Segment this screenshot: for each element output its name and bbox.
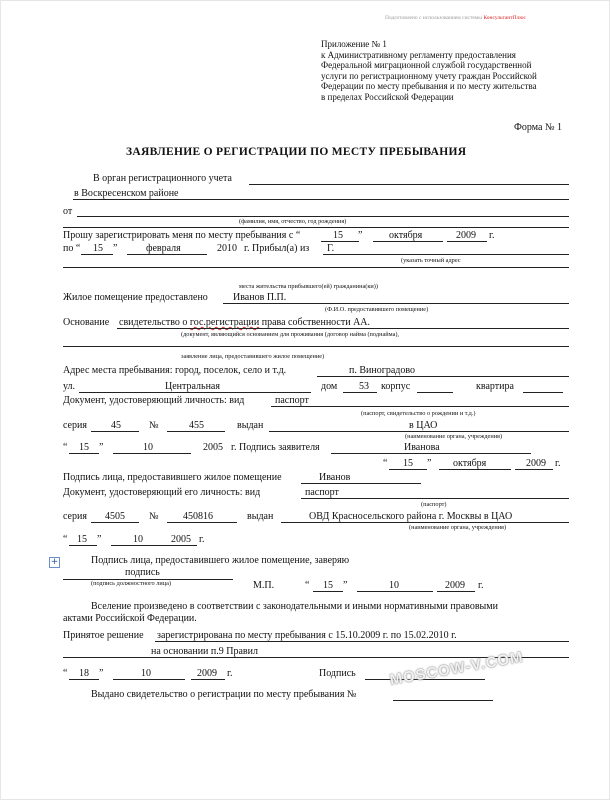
- sign-month: октября: [453, 458, 487, 469]
- doc1-month: 10: [143, 442, 153, 453]
- table-move-handle-icon[interactable]: +: [50, 557, 59, 567]
- request-from-year: 2009: [456, 230, 476, 241]
- sign-day: 15: [403, 458, 413, 469]
- organ-value: в Воскресенском районе: [74, 188, 179, 199]
- doc1-issued: в ЦАО: [409, 420, 438, 431]
- basis-label: Основание: [63, 317, 110, 328]
- provider-signature: Иванов: [319, 472, 351, 483]
- issued-certificate-label: Выдано свидетельство о регистрации по месту пребывания №: [91, 689, 357, 700]
- from-line-2: [63, 227, 569, 228]
- certify-month: 10: [389, 580, 399, 591]
- from-label: от: [63, 206, 73, 217]
- doc2-month: 10: [133, 534, 143, 545]
- request-from-day: 15: [333, 230, 343, 241]
- doc2-issued-hint: (наименование органа, учреждения): [409, 524, 507, 531]
- doc1-hint: (паспорт, свидетельство о рождении и т.д.): [361, 410, 476, 417]
- doc1-number: 455: [189, 420, 204, 431]
- doc1-label: Документ, удостоверяющий личность: вид: [63, 395, 245, 406]
- certify-hint: (подпись должностного лица): [91, 580, 172, 587]
- doc2-series: 4505: [105, 511, 125, 522]
- address-street: Центральная: [165, 381, 220, 392]
- header-system-note: Подготовлено с использованием системы КонсультантПлюс: [385, 15, 526, 21]
- request-city: Г.: [327, 243, 335, 254]
- decision-value: зарегистрирована по месту пребывания с 15.10.2009 г. по 15.02.2010 г.: [157, 630, 457, 641]
- form-number: Форма № 1: [514, 122, 562, 133]
- provider-sign-label: Подпись лица, предоставившего жилое помещение: [63, 472, 282, 483]
- watermark: MOSCOW-V.COM: [388, 648, 525, 689]
- certify-text: Подпись лица, предоставившего жилое помещение, заверяю: [91, 555, 350, 566]
- doc2-day: 15: [77, 534, 87, 545]
- request-hint: (указать точный адрес: [401, 257, 461, 264]
- decision-year: 2009: [197, 668, 217, 679]
- document-page: Подготовлено с использованием системы КонсультантПлюс Приложение № 1 к Административному регламенту предоставления Федеральной миграционной службой государственной услуги по регистрационному учету граждан Российской Федерации по месту пребывания и по месту жительства в пределах Российской Федерации Форма № 1 ЗАЯВЛЕНИЕ О РЕГИСТРАЦИИ ПО МЕСТУ ПРЕБЫВАНИЯ В орган регистрационного учета в Воскресенском районе от (фамилия, имя, отчество, год рождения) Прошу зарегистрировать меня по месту пребывания с “ 15 ” октября 2009 г. по “ 15 ” февраля 2010 г. Прибыл(а) из Г. (указать точный адрес места жительства прибывшего(ей) гражданина(ки)) Жилое помещение предоставлено Иванов П.П. (Ф.И.О. предоставившего помещение) Основание свидетельство о гос.регистрации права собственности АА. (документ, являющийся основанием для проживания (договор найма (поднайма), заявление лица, предоставившего жилое помещение) Адрес места пребывания: город, поселок, село и т.д. п. Виноградово ул. Центральная дом 53 корпус квартира Документ, удостоверяющий личность: вид паспорт (паспорт, свидетельство о рождении и т.д.) серия 45 № 455 выдан в ЦАО (наименование органа, учреждения) “ 15 ” 10 2005 г. Подпись заявителя Иванова “ 15 ” октября 2009 г. Подпись лица, предоставившего жилое помещение Иванов Документ, удостоверяющий его личность: вид паспорт (паспорт) серия 4505 № 450816 выдан ОВД Красносельского района г. Москвы в ЦАО (наименование органа, учреждения) “ 15 ” 10 2005 г. + Подпись лица, предоставившего жилое помещение, заверяю подпись (подпись должностного лица) М.П. “ 15 ” 10 2009 г. Вселение произведено в соответствии с законодательными и иными нормативными правовыми актами Российской Федерации. Принятое решение зарегистрирована по месту пребывания с 15.10.2009 г. по 15.02.2010 г. на основании п.9 Правил “ 18 ” 10 2009 г. Подпись Выдано свидетельство о регистрации по месту пребывания № MOSCOW-V.COM: [0, 0, 610, 800]
- stamp-mark: М.П.: [253, 580, 275, 591]
- housing-label: Жилое помещение предоставлено: [63, 292, 208, 303]
- request-from-month: октября: [389, 230, 423, 241]
- applicant-signature: Иванова: [404, 442, 440, 453]
- doc2-label: Документ, удостоверяющий его личность: вид: [63, 487, 261, 498]
- housing-hint: (Ф.И.О. предоставившего помещение): [325, 306, 429, 313]
- organ-value-line: [73, 199, 569, 200]
- basis-hint-2: заявление лица, предоставившего жилое помещение): [181, 353, 325, 360]
- certify-sign-label: подпись: [125, 567, 160, 578]
- address-city: п. Виноградово: [349, 365, 416, 376]
- residence-hint: места жительства прибывшего(ей) гражданина(ки)): [239, 283, 378, 290]
- doc1-series: 45: [111, 420, 121, 431]
- doc2-year: 2005: [171, 534, 191, 545]
- organ-line: [249, 184, 569, 185]
- doc1-year: 2005: [203, 442, 223, 453]
- decision-month: 10: [141, 668, 151, 679]
- doc2-hint: (паспорт): [421, 501, 447, 508]
- certify-year: 2009: [445, 580, 465, 591]
- appendix-block: Приложение № 1 к Административному регламенту предоставления Федеральной миграционной службой государственной услуги по регистрационному учету граждан Российской Федерации по месту пребывания и по месту жительства в пределах Российской Федерации: [321, 39, 537, 102]
- sign-year: 2009: [526, 458, 546, 469]
- doc1-type: паспорт: [275, 395, 309, 406]
- decision-label: Принятое решение: [63, 630, 144, 641]
- document-title: ЗАЯВЛЕНИЕ О РЕГИСТРАЦИИ ПО МЕСТУ ПРЕБЫВАНИЯ: [126, 146, 467, 158]
- basis-hint-1: (документ, являющийся основанием для проживания (договор найма (поднайма),: [181, 331, 400, 338]
- doc2-number: 450816: [183, 511, 213, 522]
- request-to-month: февраля: [146, 243, 181, 254]
- basis-value: свидетельство о гос.регистрации права собственности АА.: [119, 317, 371, 328]
- request-to-day: 15: [93, 243, 103, 254]
- doc1-day: 15: [79, 442, 89, 453]
- request-text: Прошу зарегистрировать меня по месту пребывания с “: [63, 230, 301, 241]
- address-label: Адрес места пребывания: город, поселок, село и т.д.: [63, 365, 287, 376]
- certify-day: 15: [323, 580, 333, 591]
- doc1-issued-hint: (наименование органа, учреждения): [405, 433, 503, 440]
- decision-day: 18: [79, 668, 89, 679]
- organ-label: В орган регистрационного учета: [93, 173, 232, 184]
- from-hint: (фамилия, имя, отчество, год рождения): [239, 218, 347, 225]
- request-to-year: 2010: [217, 243, 237, 254]
- housing-value: Иванов П.П.: [233, 292, 287, 303]
- decision-sign-label: Подпись: [319, 668, 356, 679]
- doc2-type: паспорт: [305, 487, 339, 498]
- doc2-issued: ОВД Красносельского района г. Москвы в ЦАО: [309, 511, 513, 522]
- legal-line-1: Вселение произведено в соответствии с законодательными и иными нормативными правовыми: [91, 601, 498, 612]
- decision-basis: на основании п.9 Правил: [151, 646, 258, 657]
- from-line: [77, 216, 569, 217]
- address-house: 53: [359, 381, 369, 392]
- header-brand: КонсультантПлюс: [483, 15, 526, 21]
- legal-line-2: актами Российской Федерации.: [63, 613, 197, 624]
